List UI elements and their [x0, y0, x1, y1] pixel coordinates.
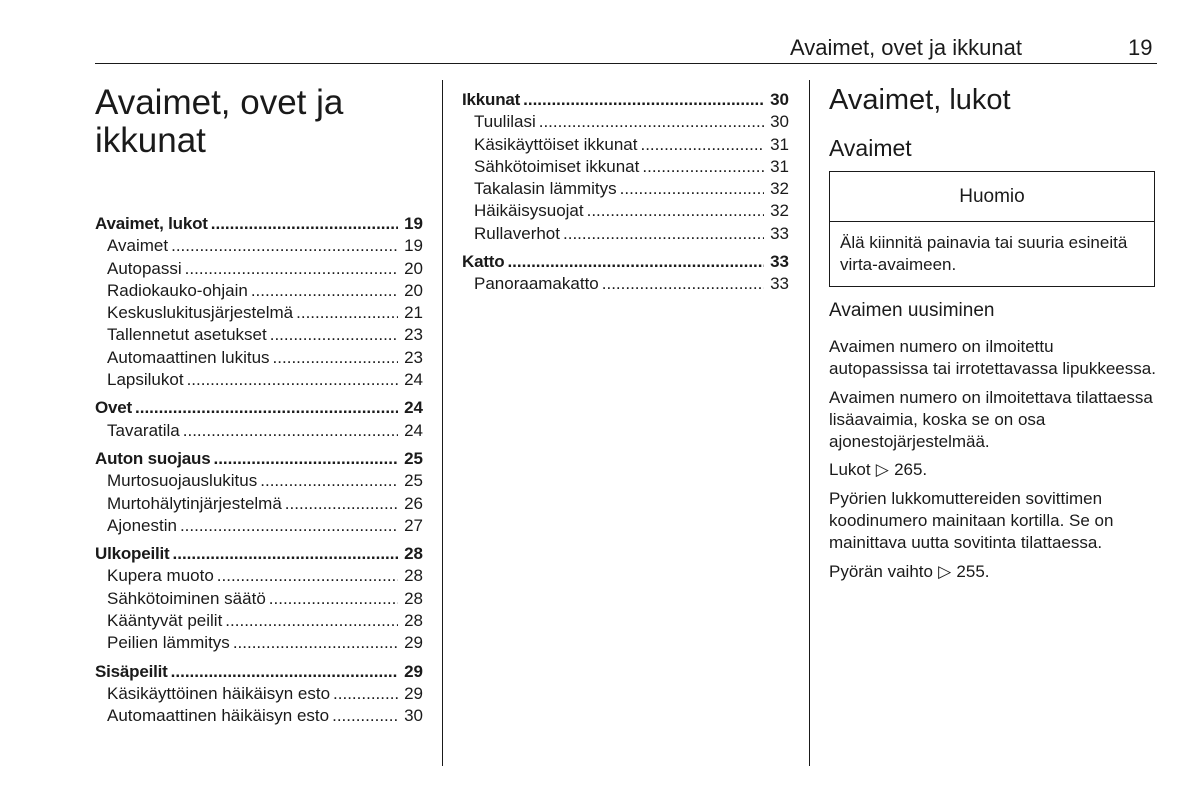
- toc-entry-title: Murtohälytinjärjestelmä: [107, 493, 282, 513]
- toc-entry-title: Murtosuojauslukitus: [107, 471, 258, 491]
- toc-column-1: [95, 213, 423, 728]
- toc-leader-dots: [135, 397, 398, 419]
- paragraph: Avaimen numero on ilmoitettava tilattaessa lisäavaimia, koska se on osa ajonestojärjestelmää.: [829, 387, 1153, 452]
- toc-entry-title: Rullaverhot: [474, 223, 560, 243]
- toc-entry[interactable]: [95, 683, 423, 705]
- running-header-title: Avaimet, ovet ja ikkunat: [790, 35, 1022, 60]
- toc-entry-page: 24: [404, 370, 423, 390]
- toc-leader-dots: [296, 302, 398, 324]
- toc-entry-title: Ulkopeilit: [95, 544, 170, 564]
- note-text: Älä kiinnitä painavia tai suuria esineitä virta-avaimeen.: [840, 233, 1128, 274]
- toc-entry-page: 30: [770, 90, 789, 109]
- toc-entry-title: Tavaratila: [107, 420, 180, 440]
- page-reference-icon: ▷: [938, 561, 952, 581]
- toc-entry[interactable]: [462, 111, 789, 133]
- toc-entry[interactable]: [95, 470, 423, 492]
- toc-leader-dots: [332, 705, 398, 727]
- section-heading: Avaimet, lukot: [829, 84, 1011, 116]
- toc-entry-page: 21: [404, 303, 423, 323]
- toc-leader-dots: [642, 156, 764, 178]
- toc-entry-page: 29: [404, 683, 423, 703]
- toc-entry-page: 19: [404, 236, 423, 256]
- toc-leader-dots: [217, 565, 398, 587]
- paragraph: Pyörien lukkomuttereiden sovittimen koodinumero mainitaan kortilla. Se on mainittava uutta sovitinta tilattaessa.: [829, 488, 1114, 553]
- toc-entry-page: 33: [770, 252, 789, 272]
- toc-entry-page: 23: [404, 325, 423, 345]
- toc-entry[interactable]: [95, 610, 423, 632]
- toc-leader-dots: [171, 235, 398, 257]
- toc-entry-title: Radiokauko-ohjain: [107, 280, 248, 300]
- toc-leader-dots: [171, 661, 398, 683]
- toc-entry[interactable]: [95, 705, 423, 727]
- toc-entry-page: 33: [770, 274, 789, 294]
- toc-entry-title: Tallennetut asetukset: [107, 325, 267, 345]
- toc-entry[interactable]: [95, 347, 423, 369]
- reference-line[interactable]: [829, 459, 1157, 481]
- toc-entry-page: 20: [404, 280, 423, 300]
- toc-entry-main[interactable]: [462, 251, 789, 273]
- section-subheading: Avaimet: [829, 135, 912, 161]
- toc-leader-dots: [285, 493, 398, 515]
- toc-entry[interactable]: [95, 235, 423, 257]
- toc-entry-title: Sähkötoiminen säätö: [107, 588, 266, 608]
- toc-entry[interactable]: [95, 420, 423, 442]
- toc-entry-title: Ajonestin: [107, 515, 177, 535]
- toc-entry[interactable]: [462, 273, 789, 295]
- toc-entry-main[interactable]: [95, 397, 423, 419]
- chapter-title: Avaimet, ovet ja ikkunat: [95, 83, 344, 160]
- toc-leader-dots: [260, 470, 398, 492]
- toc-entry[interactable]: [462, 178, 789, 200]
- toc-entry-page: 27: [404, 515, 423, 535]
- toc-column-2: [462, 89, 789, 296]
- toc-entry-page: 25: [404, 448, 423, 468]
- toc-entry-page: 29: [404, 661, 423, 681]
- reference-line[interactable]: [829, 561, 1157, 583]
- toc-leader-dots: [187, 369, 398, 391]
- toc-entry-page: 33: [770, 223, 789, 243]
- toc-entry-title: Käsikäyttöinen häikäisyn esto: [107, 683, 331, 703]
- toc-entry-title: Automaattinen lukitus: [107, 347, 270, 367]
- toc-leader-dots: [602, 273, 764, 295]
- reference-page: 255.: [956, 561, 990, 581]
- toc-entry-title: Avaimet, lukot: [95, 214, 208, 233]
- page-number: 19: [1128, 35, 1153, 60]
- toc-leader-dots: [620, 178, 764, 200]
- toc-entry-title: Auton suojaus: [95, 448, 211, 468]
- toc-entry-main[interactable]: [95, 543, 423, 565]
- toc-entry-main[interactable]: [95, 661, 423, 683]
- toc-entry-page: 23: [404, 347, 423, 367]
- toc-entry-main[interactable]: [95, 448, 423, 470]
- toc-entry-title: Häikäisysuojat: [474, 201, 584, 221]
- toc-entry-title: Sisäpeilit: [95, 661, 168, 681]
- toc-entry[interactable]: [95, 493, 423, 515]
- toc-entry[interactable]: [95, 302, 423, 324]
- header-rule: [95, 63, 1157, 64]
- toc-entry-page: 19: [404, 214, 423, 233]
- toc-entry[interactable]: [95, 588, 423, 610]
- toc-leader-dots: [251, 280, 398, 302]
- reference-page: 265.: [894, 460, 928, 480]
- toc-entry[interactable]: [95, 565, 423, 587]
- body-text: [829, 336, 1157, 589]
- paragraph: Avaimen numero on ilmoitettu autopassissa tai irrotettavassa lipukkeessa.: [829, 337, 1156, 379]
- toc-entry[interactable]: [462, 200, 789, 222]
- toc-entry-title: Keskuslukitusjärjestelmä: [107, 303, 294, 323]
- toc-entry-main[interactable]: [95, 213, 423, 235]
- column-divider-right: [809, 80, 810, 766]
- toc-entry-title: Panoraamakatto: [474, 274, 599, 294]
- page-reference-icon: ▷: [875, 460, 889, 480]
- toc-entry-page: 31: [770, 156, 789, 176]
- toc-entry[interactable]: [95, 515, 423, 537]
- toc-entry-page: 28: [404, 544, 423, 564]
- toc-leader-dots: [507, 251, 764, 273]
- toc-entry[interactable]: [462, 156, 789, 178]
- reference-text: Lukot: [829, 460, 871, 480]
- toc-entry-title: Käsikäyttöiset ikkunat: [474, 134, 638, 154]
- toc-entry-title: Avaimet: [107, 236, 169, 256]
- toc-leader-dots: [523, 89, 764, 111]
- toc-entry-title: Kupera muoto: [107, 566, 214, 586]
- toc-leader-dots: [211, 213, 398, 235]
- toc-entry[interactable]: [95, 369, 423, 391]
- toc-leader-dots: [539, 111, 764, 133]
- reference-text: Pyörän vaihto: [829, 561, 933, 581]
- toc-entry-page: 25: [404, 471, 423, 491]
- toc-entry-page: 24: [404, 420, 423, 440]
- toc-leader-dots: [180, 515, 398, 537]
- note-title: Huomio: [830, 172, 1154, 222]
- toc-entry-page: 30: [404, 706, 423, 726]
- note-box: [829, 171, 1155, 287]
- subsection-heading: Avaimen uusiminen: [829, 300, 995, 321]
- toc-entry[interactable]: [462, 223, 789, 245]
- toc-leader-dots: [213, 448, 398, 470]
- toc-leader-dots: [587, 200, 764, 222]
- toc-entry-main[interactable]: [462, 89, 789, 111]
- toc-entry-title: Ovet: [95, 398, 132, 418]
- toc-entry-page: 32: [770, 179, 789, 199]
- toc-entry-page: 32: [770, 201, 789, 221]
- toc-leader-dots: [185, 258, 398, 280]
- toc-entry-title: Autopassi: [107, 258, 182, 278]
- toc-entry-page: 28: [404, 566, 423, 586]
- toc-entry-page: 28: [404, 611, 423, 631]
- toc-leader-dots: [273, 347, 398, 369]
- toc-leader-dots: [225, 610, 398, 632]
- toc-entry-page: 31: [770, 134, 789, 154]
- toc-entry[interactable]: [95, 258, 423, 280]
- toc-entry-title: Automaattinen häikäisyn esto: [107, 706, 330, 726]
- toc-entry-title: Sähkötoimiset ikkunat: [474, 156, 640, 176]
- toc-entry-title: Takalasin lämmitys: [474, 179, 617, 199]
- toc-leader-dots: [233, 632, 398, 654]
- toc-entry-page: 24: [404, 398, 423, 418]
- toc-entry-title: Kääntyvät peilit: [107, 611, 223, 631]
- toc-leader-dots: [269, 588, 398, 610]
- toc-leader-dots: [173, 543, 398, 565]
- toc-entry[interactable]: [95, 324, 423, 346]
- toc-entry-page: 28: [404, 588, 423, 608]
- toc-leader-dots: [333, 683, 398, 705]
- toc-entry-page: 26: [404, 493, 423, 513]
- column-divider-left: [442, 80, 443, 766]
- toc-entry-title: Peilien lämmitys: [107, 633, 230, 653]
- toc-entry-page: 20: [404, 258, 423, 278]
- toc-leader-dots: [563, 223, 764, 245]
- toc-entry[interactable]: [95, 632, 423, 654]
- toc-entry-title: Katto: [462, 252, 505, 272]
- toc-entry-title: Ikkunat: [462, 90, 521, 109]
- toc-entry[interactable]: [462, 134, 789, 156]
- toc-entry-page: 29: [404, 633, 423, 653]
- toc-entry-page: 30: [770, 112, 789, 132]
- toc-leader-dots: [640, 134, 764, 156]
- toc-leader-dots: [270, 324, 398, 346]
- toc-entry-title: Tuulilasi: [474, 112, 536, 132]
- toc-entry[interactable]: [95, 280, 423, 302]
- toc-entry-title: Lapsilukot: [107, 370, 184, 390]
- toc-leader-dots: [183, 420, 398, 442]
